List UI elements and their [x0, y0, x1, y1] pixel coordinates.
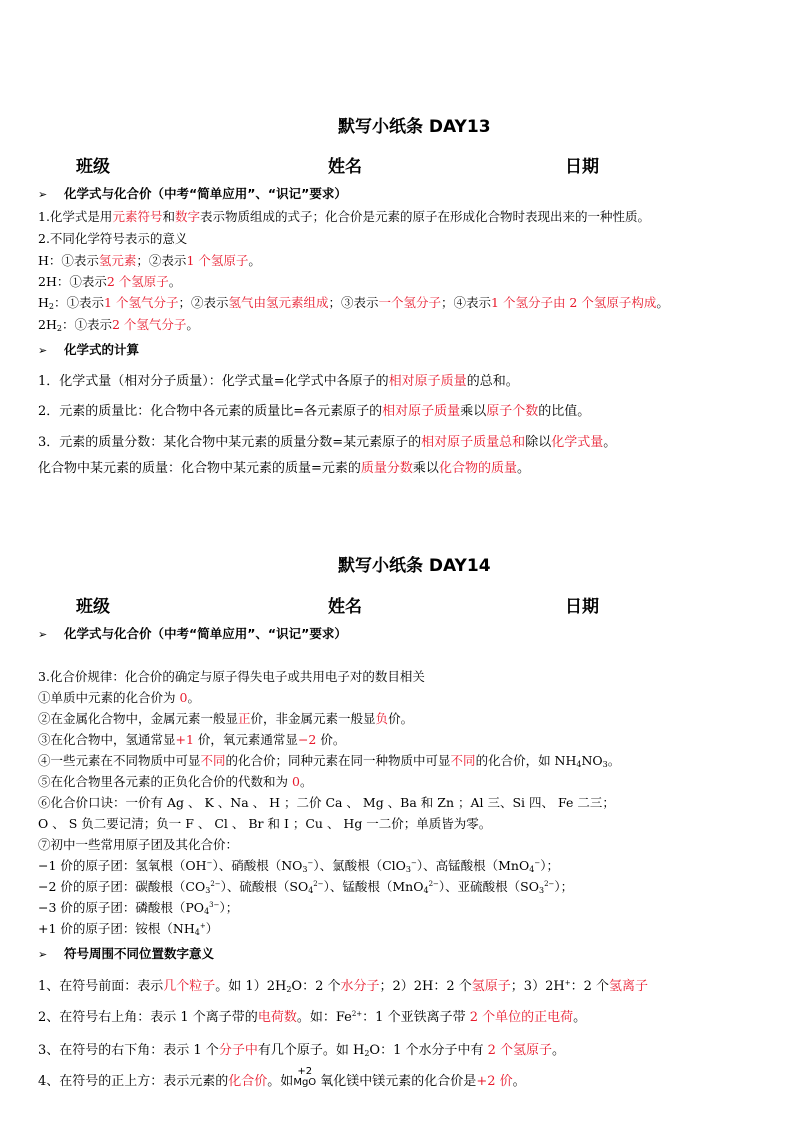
- superscript: −: [307, 859, 314, 867]
- superscript: 2−: [544, 880, 555, 888]
- answer-text: 2 个氢原子: [106, 274, 169, 289]
- superscript: +: [199, 922, 206, 930]
- mgo-valence-formula: [293, 1066, 317, 1088]
- superscript: −: [206, 859, 213, 867]
- day13-title: 默写小纸条 DAY13: [338, 117, 491, 137]
- answer-text: 化学式量: [551, 435, 604, 450]
- text: +1 价的原子团：铵根（NH: [38, 921, 195, 936]
- day14-rule-1: [38, 688, 200, 706]
- answer-text: −2: [297, 732, 317, 747]
- text: 的化合价，如 NH: [475, 753, 577, 768]
- day13-date-label: 日期: [565, 157, 599, 177]
- superscript: 2−: [313, 880, 324, 888]
- section-heading-text: 化学式与化合价（中考“简单应用”、“识记”要求）: [64, 626, 347, 641]
- text: 。如：Fe: [296, 1010, 352, 1025]
- text: 。: [607, 753, 621, 768]
- text: 1、在符号前面：表示: [38, 979, 164, 994]
- text: 。: [187, 690, 200, 705]
- text: 。: [573, 1010, 587, 1025]
- text: 价。: [316, 732, 346, 747]
- text: ）；: [219, 900, 239, 915]
- answer-text: 水分子: [340, 979, 380, 994]
- text: ④一些元素在不同物质中可显: [38, 753, 201, 768]
- day14-symbol-1: [38, 975, 648, 994]
- valence-mark: +2: [297, 1066, 313, 1077]
- answer-text: 几个粒子: [163, 979, 216, 994]
- text: 的总和。: [466, 374, 519, 389]
- answer-text: 化合物的质量: [438, 461, 517, 476]
- text: 。: [168, 274, 182, 289]
- answer-text: 氢气由氢元素组成: [228, 295, 329, 310]
- text: 。如: [267, 1074, 294, 1089]
- text: ：①表示: [54, 295, 105, 310]
- day14-symbol-2: [38, 1006, 586, 1025]
- text: O：1 个水分子中有: [369, 1043, 488, 1058]
- day14-section-symbol-numbers: [38, 944, 214, 962]
- text: ）: [205, 921, 219, 936]
- answer-text: +1: [175, 732, 194, 747]
- superscript: 2+: [351, 1010, 363, 1018]
- bullet-arrow-icon: ➢: [38, 344, 48, 357]
- text: 表示物质组成的式子；化合价是元素的原子在形成化合物时表现出来的一种性质。: [199, 209, 650, 224]
- answer-text: 1 个氢原子: [186, 253, 249, 268]
- text: 有几个原子。如 H: [257, 1043, 365, 1058]
- day13-calc-2: [38, 400, 590, 419]
- text: NO: [581, 753, 603, 768]
- day14-name-label: 姓名: [328, 597, 362, 617]
- text: −1 价的原子团：氢氧根（OH: [38, 858, 207, 873]
- section-heading-text: 化学式的计算: [64, 342, 140, 357]
- day13-line-1: [38, 207, 650, 225]
- answer-text: 相对原子质量: [388, 374, 467, 389]
- text: 价，非金属元素一般显: [250, 711, 376, 726]
- text: 价。: [388, 711, 414, 726]
- day14-rule-4: [38, 751, 620, 769]
- text: 。: [656, 295, 669, 310]
- superscript: 3−: [209, 901, 220, 909]
- subscript: 4: [423, 886, 429, 895]
- subscript: 4: [204, 907, 210, 916]
- answer-text: 0: [291, 774, 300, 789]
- formula-text: MgO: [293, 1077, 317, 1088]
- superscript: −: [411, 859, 417, 867]
- text: 2、在符号右上角：表示 1 个离子带的: [38, 1010, 258, 1025]
- text: 1．化学式量（相对分子质量）：化学式量=化学式中各原子的: [38, 374, 389, 389]
- day14-class-label: 班级: [76, 597, 110, 617]
- text: 。: [552, 1043, 566, 1058]
- day13-name-label: 姓名: [328, 157, 362, 177]
- text: 。: [516, 461, 530, 476]
- text: O：2 个: [291, 979, 341, 994]
- text: ）、亚硫酸根（SO: [438, 879, 539, 894]
- text: H：①表示: [38, 253, 99, 268]
- text: ）、高锰酸根（MnO: [416, 858, 530, 873]
- answer-text: 2 个单位的正电荷: [469, 1010, 574, 1025]
- day13-line-4: [38, 272, 181, 290]
- answer-text: 质量分数: [360, 461, 413, 476]
- text: ；3）2H: [510, 979, 565, 994]
- answer-text: 电荷数: [257, 1010, 297, 1025]
- subscript: 4: [529, 865, 535, 874]
- bullet-arrow-icon: ➢: [38, 948, 48, 961]
- text: 。如 1）2H: [215, 979, 287, 994]
- day13-section-calculation: [38, 340, 139, 358]
- text: ：2 个: [570, 979, 609, 994]
- answer-text: 正: [238, 711, 251, 726]
- day13-calc-3: [38, 431, 616, 450]
- day14-title: 默写小纸条 DAY14: [338, 556, 491, 576]
- text: ；②表示: [178, 295, 229, 310]
- text: ①单质中元素的化合价为: [38, 690, 180, 705]
- text: ；④表示: [441, 295, 492, 310]
- text: ③在化合物中，氢通常显: [38, 732, 176, 747]
- text: 。: [186, 317, 199, 332]
- answer-text: 氢元素: [98, 253, 137, 268]
- text: 。: [248, 253, 261, 268]
- day14-radical-minus1: [38, 856, 559, 874]
- text: 的比值。: [538, 404, 591, 419]
- subscript: 2: [286, 985, 292, 994]
- day14-section-formula-valence: [38, 624, 347, 642]
- text: −3 价的原子团：磷酸根（PO: [38, 900, 205, 915]
- text: ②在金属化合物中，金属元素一般显: [38, 711, 239, 726]
- day14-radical-plus1: [38, 919, 218, 937]
- answer-text: 2 个氢气分子: [111, 317, 187, 332]
- text: 3、在符号的右下角：表示 1 个: [38, 1043, 219, 1058]
- subscript: 2: [48, 302, 54, 311]
- day13-line-3: [38, 251, 261, 269]
- text: 。: [603, 435, 617, 450]
- text: ⑤在化合物里各元素的正负化合价的代数和为: [38, 774, 292, 789]
- superscript: 2−: [210, 880, 221, 888]
- answer-text: 负: [375, 711, 389, 726]
- subscript: 2: [364, 1049, 370, 1058]
- subscript: 3: [602, 760, 608, 769]
- answer-text: 不同: [200, 753, 226, 768]
- text: 3．元素的质量分数：某化合物中某元素的质量分数=某元素原子的: [38, 435, 422, 450]
- section-heading-text: 化学式与化合价（中考“简单应用”、“识记”要求）: [64, 186, 347, 201]
- text: ：①表示: [61, 317, 112, 332]
- text: ）、氯酸根（ClO: [313, 858, 406, 873]
- text: 乘以: [460, 404, 487, 419]
- day13-calc-4: [38, 457, 530, 476]
- text: 化合物中某元素的质量：化合物中某元素的质量=元素的: [38, 461, 361, 476]
- bullet-arrow-icon: ➢: [38, 628, 48, 641]
- day14-radical-minus3: [38, 898, 238, 916]
- answer-text: 分子中: [218, 1043, 258, 1058]
- subscript: 3: [302, 865, 308, 874]
- text: ）；: [540, 858, 559, 873]
- text: 4、在符号的正上方：表示元素的: [38, 1074, 229, 1089]
- text: ；②表示: [136, 253, 187, 268]
- day14-rule-2: [38, 709, 413, 727]
- text: 。: [299, 774, 313, 789]
- day13-class-label: 班级: [76, 157, 110, 177]
- answer-text: 2 个氢原子: [487, 1043, 553, 1058]
- subscript: 3: [205, 886, 211, 895]
- answer-text: 氢原子: [471, 979, 511, 994]
- text: 2H：①表示: [38, 274, 107, 289]
- day14-rule-6: ⑥化合价口诀：一价有 Ag 、 K 、Na 、 H ；二价 Ca 、 Mg 、Ba 和 Zn ；Al 三、Si 四、 Fe 二三；: [38, 795, 615, 810]
- answer-text: 相对原子质量总和: [421, 435, 526, 450]
- day14-rule-8: ⑦初中一些常用原子团及其化合价：: [38, 837, 239, 852]
- text: 氧化镁中镁元素的化合价是: [316, 1074, 477, 1089]
- text: 1.化学式是用: [38, 209, 113, 224]
- text: ；2）2H：2 个: [379, 979, 472, 994]
- day14-rule-3: [38, 730, 345, 748]
- subscript: 4: [576, 760, 582, 769]
- answer-text: 原子个数: [486, 404, 539, 419]
- day14-rule-0: 3.化合价规律：化合价的确定与原子得失电子或共用电子对的数目相关: [38, 669, 425, 684]
- superscript: +: [564, 979, 571, 987]
- superscript: 2−: [428, 880, 439, 888]
- text: ）、硫酸根（SO: [220, 879, 309, 894]
- day13-line-5: [38, 293, 669, 311]
- day14-rule-5: [38, 772, 312, 790]
- answer-text: 不同: [450, 753, 476, 768]
- answer-text: 一个氢分子: [378, 295, 442, 310]
- text: 。: [512, 1074, 526, 1089]
- answer-text: 1 个氢气分子: [104, 295, 179, 310]
- day14-symbol-4: [38, 1066, 526, 1089]
- answer-text: 相对原子质量: [382, 404, 461, 419]
- answer-text: 0: [179, 690, 188, 705]
- text: H: [38, 295, 49, 310]
- day14-symbol-3: [38, 1039, 565, 1058]
- day13-section-formula-valence: [38, 184, 347, 202]
- answer-text: 1 个氢分子由 2 个氢原子构成: [491, 295, 657, 310]
- text: −2 价的原子团：碳酸根（CO: [38, 879, 206, 894]
- answer-text: 元素符号: [112, 209, 163, 224]
- text: 2H: [38, 317, 57, 332]
- text: 的化合价；同种元素在同一种物质中可显: [225, 753, 451, 768]
- text: 2．元素的质量比：化合物中各元素的质量比=各元素原子的: [38, 404, 383, 419]
- section-heading-text: 符号周围不同位置数字意义: [64, 946, 215, 961]
- text: 除以: [525, 435, 552, 450]
- text: ；③表示: [328, 295, 379, 310]
- subscript: 4: [194, 928, 200, 937]
- day13-calc-1: [38, 370, 519, 389]
- subscript: 2: [56, 324, 62, 333]
- answer-text: 数字: [174, 209, 200, 224]
- answer-text: 氢离子: [608, 979, 648, 994]
- day13-line-2: 2.不同化学符号表示的意义: [38, 231, 188, 246]
- day14-date-label: 日期: [565, 597, 599, 617]
- day14-radical-minus2: [38, 877, 573, 895]
- answer-text: 化合价: [228, 1074, 268, 1089]
- text: ）、硝酸根（NO: [212, 858, 303, 873]
- text: ：1 个亚铁离子带: [362, 1010, 470, 1025]
- bullet-arrow-icon: ➢: [38, 188, 48, 201]
- day13-line-6: [38, 315, 199, 333]
- text: 价，氧元素通常显: [193, 732, 298, 747]
- text: ）、锰酸根（MnO: [323, 879, 424, 894]
- superscript: −: [534, 859, 541, 867]
- text: ）；: [554, 879, 574, 894]
- subscript: 3: [405, 865, 411, 874]
- answer-text: +2 价: [476, 1074, 513, 1089]
- subscript: 4: [308, 886, 314, 895]
- day14-rule-7: O 、 S 负二要记清；负一 F 、 Cl 、 Br 和 I ；Cu 、 Hg 一二价；单质皆为零。: [38, 816, 492, 831]
- text: 和: [162, 209, 175, 224]
- text: 乘以: [412, 461, 439, 476]
- subscript: 3: [538, 886, 545, 895]
